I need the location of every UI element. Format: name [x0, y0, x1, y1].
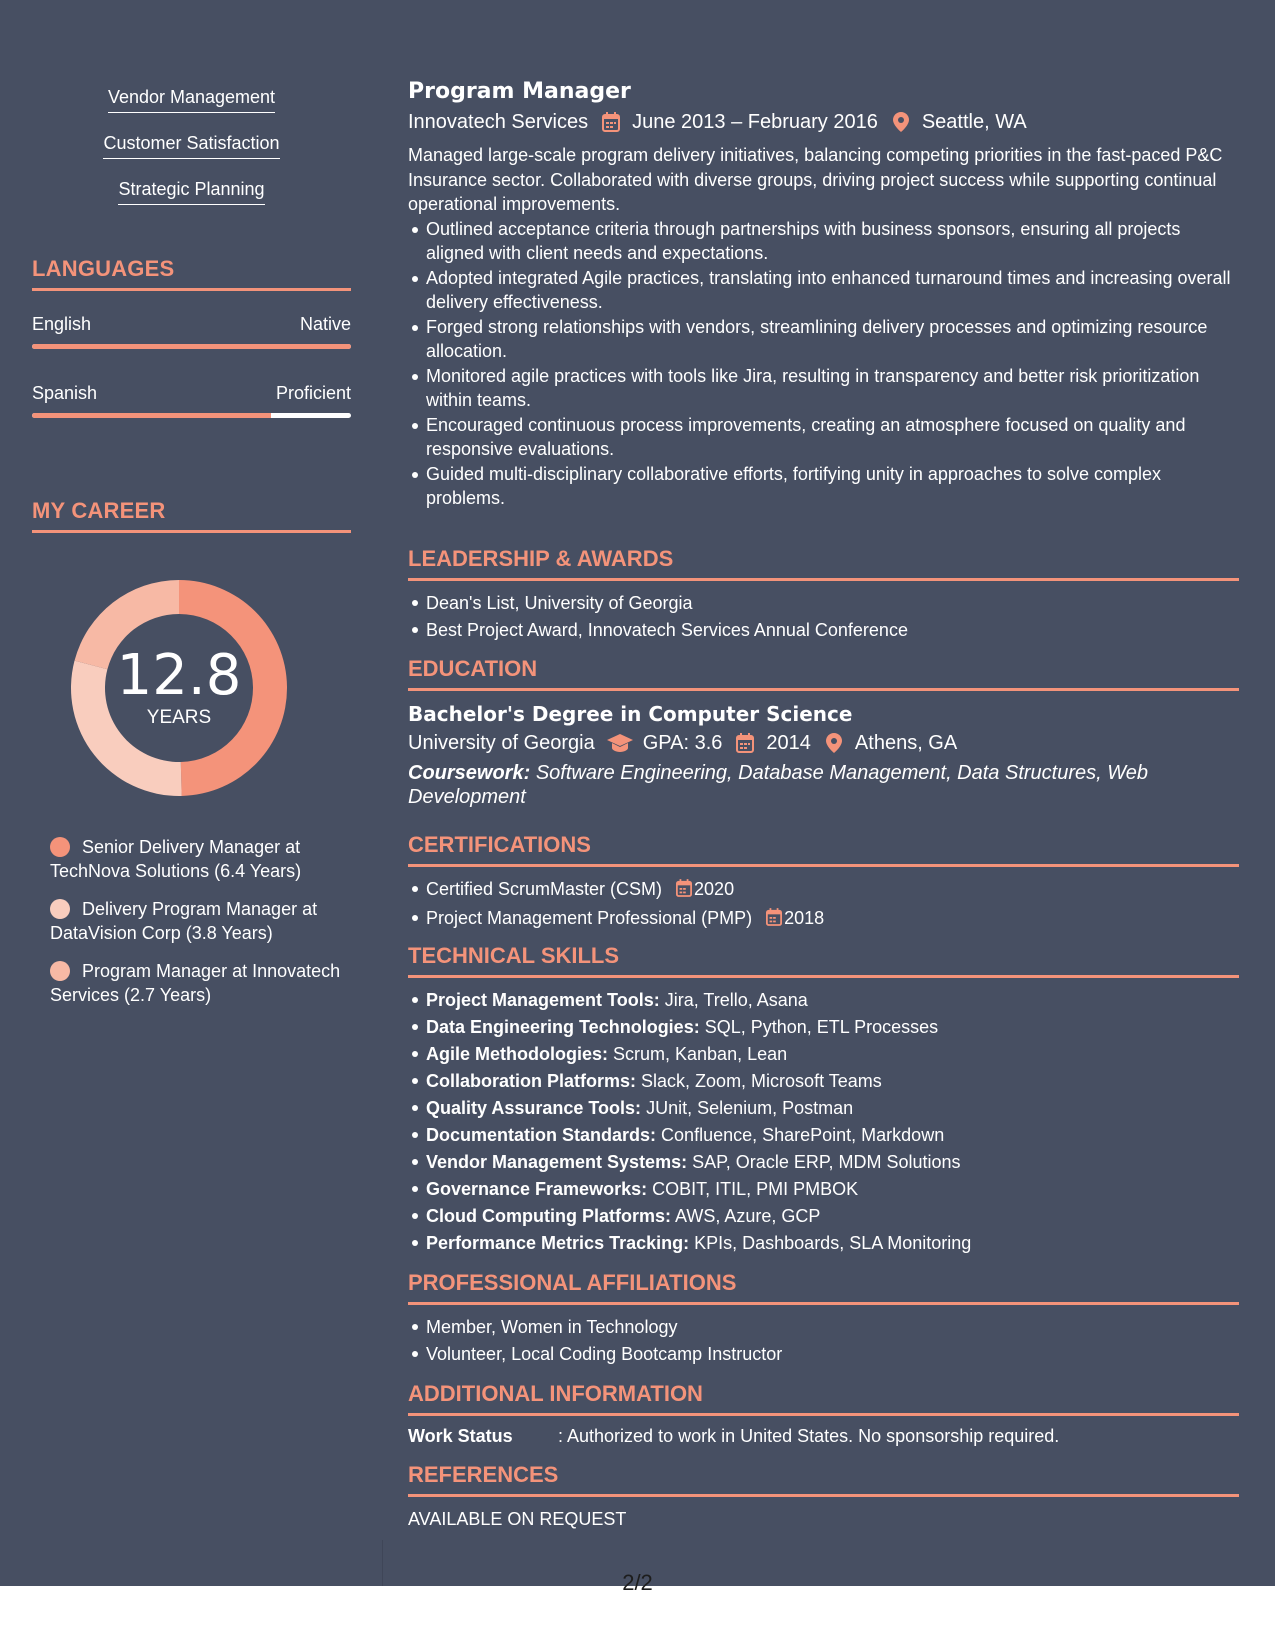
technical-skill-item: [426, 1041, 1239, 1068]
award-item: Dean's List, University of Georgia: [426, 590, 1239, 617]
calendar-icon: [734, 732, 756, 754]
language-item: [32, 382, 351, 418]
skill-label: Performance Metrics Tracking:: [426, 1233, 690, 1253]
school-name: University of Georgia: [408, 732, 595, 754]
graduation-cap-icon: [607, 732, 633, 754]
job-dates: June 2013 – February 2016: [632, 111, 878, 133]
certification-year: 2018: [784, 908, 825, 928]
certification-item: [426, 905, 1239, 934]
technical-skills-section: [408, 943, 1239, 1257]
education-heading: EDUCATION: [408, 656, 1239, 691]
calendar-icon: [766, 907, 782, 934]
job-company: Innovatech Services: [408, 111, 589, 133]
skill-value: JUnit, Selenium, Postman: [646, 1098, 854, 1118]
affiliations-section: [408, 1270, 1239, 1368]
technical-skill-item: [426, 1122, 1239, 1149]
career-legend-item: [50, 897, 350, 945]
coursework-list: Software Engineering, Database Management, Data Structures, Web Development: [408, 762, 1148, 808]
calendar-icon: [676, 878, 692, 905]
location-pin-icon: [890, 111, 912, 133]
job-bullet: Encouraged continuous process improvements, creating an atmosphere focused on quality and responsive evaluations.: [426, 413, 1239, 462]
skills-list: [32, 86, 351, 224]
skill-value: Jira, Trello, Asana: [664, 990, 808, 1010]
skill-label: Agile Methodologies:: [426, 1044, 608, 1064]
language-item: [32, 313, 351, 349]
certification-name: Certified ScrumMaster (CSM): [426, 879, 663, 899]
skill-label: Data Engineering Technologies:: [426, 1017, 700, 1037]
language-name: English: [32, 314, 92, 334]
skill-tag: Customer Satisfaction: [103, 132, 279, 159]
additional-info-heading: ADDITIONAL INFORMATION: [408, 1381, 1239, 1416]
technical-skill-item: [426, 987, 1239, 1014]
awards-section: [408, 546, 1239, 644]
career-total-years: 12.8: [116, 643, 242, 708]
technical-skills-heading: TECHNICAL SKILLS: [408, 943, 1239, 978]
gpa: GPA: 3.6: [642, 732, 723, 754]
job-bullet: Outlined acceptance criteria through partnerships with business sponsors, ensuring all projects aligned with client needs and expectations.: [426, 217, 1239, 266]
career-legend-label: Senior Delivery Manager at TechNova Solutions (6.4 Years): [50, 837, 302, 881]
awards-heading: LEADERSHIP & AWARDS: [408, 546, 1239, 581]
references-text: AVAILABLE ON REQUEST: [408, 1509, 627, 1529]
additional-info-section: [408, 1381, 1239, 1448]
skill-tag: Vendor Management: [108, 86, 275, 113]
certifications-heading: CERTIFICATIONS: [408, 832, 1239, 867]
legend-dot-icon: [50, 961, 70, 981]
job-description: Managed large-scale program delivery initiatives, balancing competing priorities in the fast-paced P&C Insurance sector. Collaborated with diverse groups, driving project success while supporting continual operational improvements.: [408, 145, 1223, 214]
career-legend: [50, 835, 350, 1021]
skill-label: Quality Assurance Tools:: [426, 1098, 642, 1118]
skill-label: Documentation Standards:: [426, 1125, 657, 1145]
work-status-label: Work Status: [408, 1426, 513, 1446]
career-legend-label: Delivery Program Manager at DataVision Corp (3.8 Years): [50, 899, 318, 943]
job-location: Seattle, WA: [921, 111, 1027, 133]
job-bullet: Adopted integrated Agile practices, translating into enhanced turnaround times and increasing overall delivery effectiveness.: [426, 266, 1239, 315]
skill-value: Slack, Zoom, Microsoft Teams: [641, 1071, 882, 1091]
language-level: Proficient: [275, 383, 351, 403]
language-name: Spanish: [32, 383, 98, 403]
language-proficiency-fill: [32, 344, 351, 349]
technical-skill-item: [426, 1014, 1239, 1041]
language-proficiency-bar: [32, 413, 351, 418]
affiliation-item: Member, Women in Technology: [426, 1314, 1239, 1341]
career-total-unit: YEARS: [146, 707, 212, 728]
skill-tag: Strategic Planning: [118, 178, 264, 205]
career-donut-chart: [67, 576, 291, 800]
skill-value: COBIT, ITIL, PMI PMBOK: [652, 1179, 859, 1199]
language-proficiency-fill: [32, 413, 271, 418]
job-bullet: Guided multi-disciplinary collaborative efforts, fortifying unity in approaches to solve complex problems.: [426, 462, 1239, 511]
graduation-year: 2014: [766, 732, 811, 754]
technical-skill-item: [426, 1230, 1239, 1257]
references-section: [408, 1462, 1239, 1531]
career-section: [32, 498, 351, 533]
coursework: [408, 761, 1239, 809]
page-number: 2/2: [622, 1570, 653, 1595]
skill-label: Governance Frameworks:: [426, 1179, 648, 1199]
skill-label: Vendor Management Systems:: [426, 1152, 688, 1172]
affiliation-item: Volunteer, Local Coding Bootcamp Instructor: [426, 1341, 1239, 1368]
job-bullet: Monitored agile practices with tools like Jira, resulting in transparency and better risk prioritization within teams.: [426, 364, 1239, 413]
work-status-row: [408, 1424, 1239, 1448]
skill-value: AWS, Azure, GCP: [675, 1206, 821, 1226]
skill-label: Collaboration Platforms:: [426, 1071, 637, 1091]
certification-item: [426, 876, 1239, 905]
skill-value: Scrum, Kanban, Lean: [613, 1044, 788, 1064]
languages-section: [32, 256, 351, 418]
award-item: Best Project Award, Innovatech Services Annual Conference: [426, 617, 1239, 644]
career-heading: MY CAREER: [32, 498, 351, 533]
languages-heading: LANGUAGES: [32, 256, 351, 291]
certification-year: 2020: [694, 879, 735, 899]
certifications-section: [408, 832, 1239, 934]
technical-skill-item: [426, 1068, 1239, 1095]
skill-value: SQL, Python, ETL Processes: [704, 1017, 939, 1037]
language-level: Native: [299, 314, 351, 334]
school-location: Athens, GA: [854, 732, 958, 754]
work-status-value: : Authorized to work in United States. No sponsorship required.: [558, 1426, 1060, 1446]
experience-entry: [408, 78, 1239, 511]
technical-skill-item: [426, 1203, 1239, 1230]
skill-value: KPIs, Dashboards, SLA Monitoring: [694, 1233, 972, 1253]
skill-value: Confluence, SharePoint, Markdown: [661, 1125, 945, 1145]
job-title: Program Manager: [408, 79, 631, 104]
coursework-label: Coursework:: [408, 762, 531, 784]
education-section: [408, 656, 1239, 809]
skill-value: SAP, Oracle ERP, MDM Solutions: [692, 1152, 961, 1172]
education-meta: [408, 731, 1239, 755]
career-legend-item: [50, 835, 350, 883]
career-legend-label: Program Manager at Innovatech Services (2.7 Years): [50, 961, 341, 1005]
technical-skills-list: [408, 987, 1239, 1257]
job-bullets: [408, 217, 1239, 511]
career-legend-item: [50, 959, 350, 1007]
certification-name: Project Management Professional (PMP): [426, 908, 753, 928]
degree-title: Bachelor's Degree in Computer Science: [408, 702, 853, 726]
technical-skill-item: [426, 1149, 1239, 1176]
job-meta: [408, 110, 1239, 134]
language-proficiency-bar: [32, 344, 351, 349]
job-bullet: Forged strong relationships with vendors, streamlining delivery processes and optimizing resource allocation.: [426, 315, 1239, 364]
skill-label: Cloud Computing Platforms:: [426, 1206, 671, 1226]
location-pin-icon: [823, 732, 845, 754]
affiliations-heading: PROFESSIONAL AFFILIATIONS: [408, 1270, 1239, 1305]
references-heading: REFERENCES: [408, 1462, 1239, 1497]
skill-label: Project Management Tools:: [426, 990, 660, 1010]
legend-dot-icon: [50, 899, 70, 919]
technical-skill-item: [426, 1176, 1239, 1203]
calendar-icon: [600, 111, 622, 133]
technical-skill-item: [426, 1095, 1239, 1122]
legend-dot-icon: [50, 837, 70, 857]
